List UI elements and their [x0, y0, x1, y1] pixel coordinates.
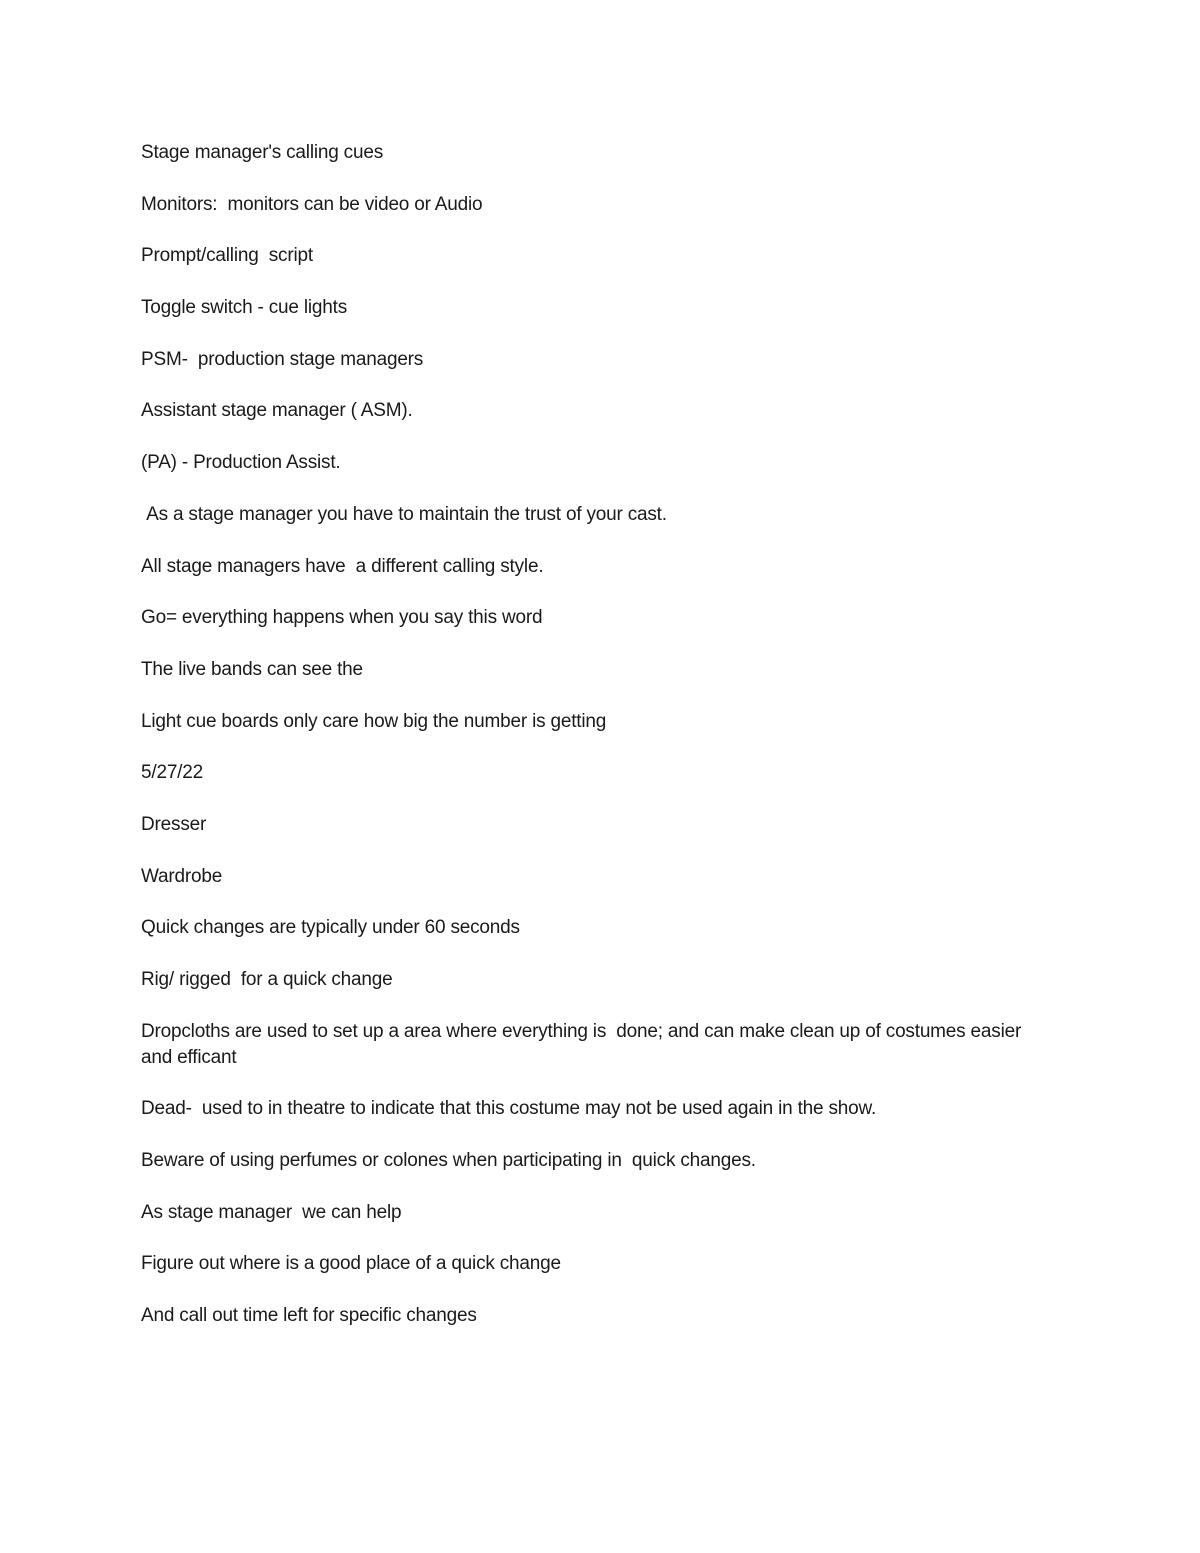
note-line: PSM- production stage managers: [141, 348, 424, 370]
note-line: The live bands can see the: [141, 658, 363, 680]
document-body: [141, 140, 1041, 1355]
note-line: Stage manager's calling cues: [141, 142, 384, 163]
note-line: Beware of using perfumes or colones when participating in quick changes.: [141, 1150, 756, 1172]
note-line: Dead- used to in theatre to indicate that this costume may not be used again in the show.: [141, 1098, 877, 1120]
note-line: Assistant stage manager ( ASM).: [141, 400, 413, 422]
note-line: Monitors: monitors can be video or Audio: [141, 193, 483, 215]
note-line: As stage manager we can help: [141, 1201, 402, 1223]
note-line: Prompt/calling script: [141, 245, 313, 267]
note-line: Dropcloths are used to set up a area where everything is done; and can make clean up of costumes easier and efficant: [141, 1020, 1027, 1068]
note-line: And call out time left for specific changes: [141, 1305, 477, 1327]
note-line: As a stage manager you have to maintain the trust of your cast.: [141, 503, 667, 525]
note-line: Dresser: [141, 813, 207, 835]
note-line: Go= everything happens when you say this word: [141, 607, 543, 629]
note-line: Rig/ rigged for a quick change: [141, 969, 393, 990]
note-line: Wardrobe: [141, 865, 223, 887]
note-line: (PA) - Production Assist.: [141, 452, 341, 474]
note-line: All stage managers have a different calling style.: [141, 555, 544, 577]
note-line: Light cue boards only care how big the number is getting: [141, 710, 607, 732]
note-line: Quick changes are typically under 60 seconds: [141, 917, 520, 939]
note-line: Figure out where is a good place of a quick change: [141, 1253, 561, 1275]
note-date: 5/27/22: [141, 762, 203, 784]
note-line: Toggle switch - cue lights: [141, 297, 348, 319]
